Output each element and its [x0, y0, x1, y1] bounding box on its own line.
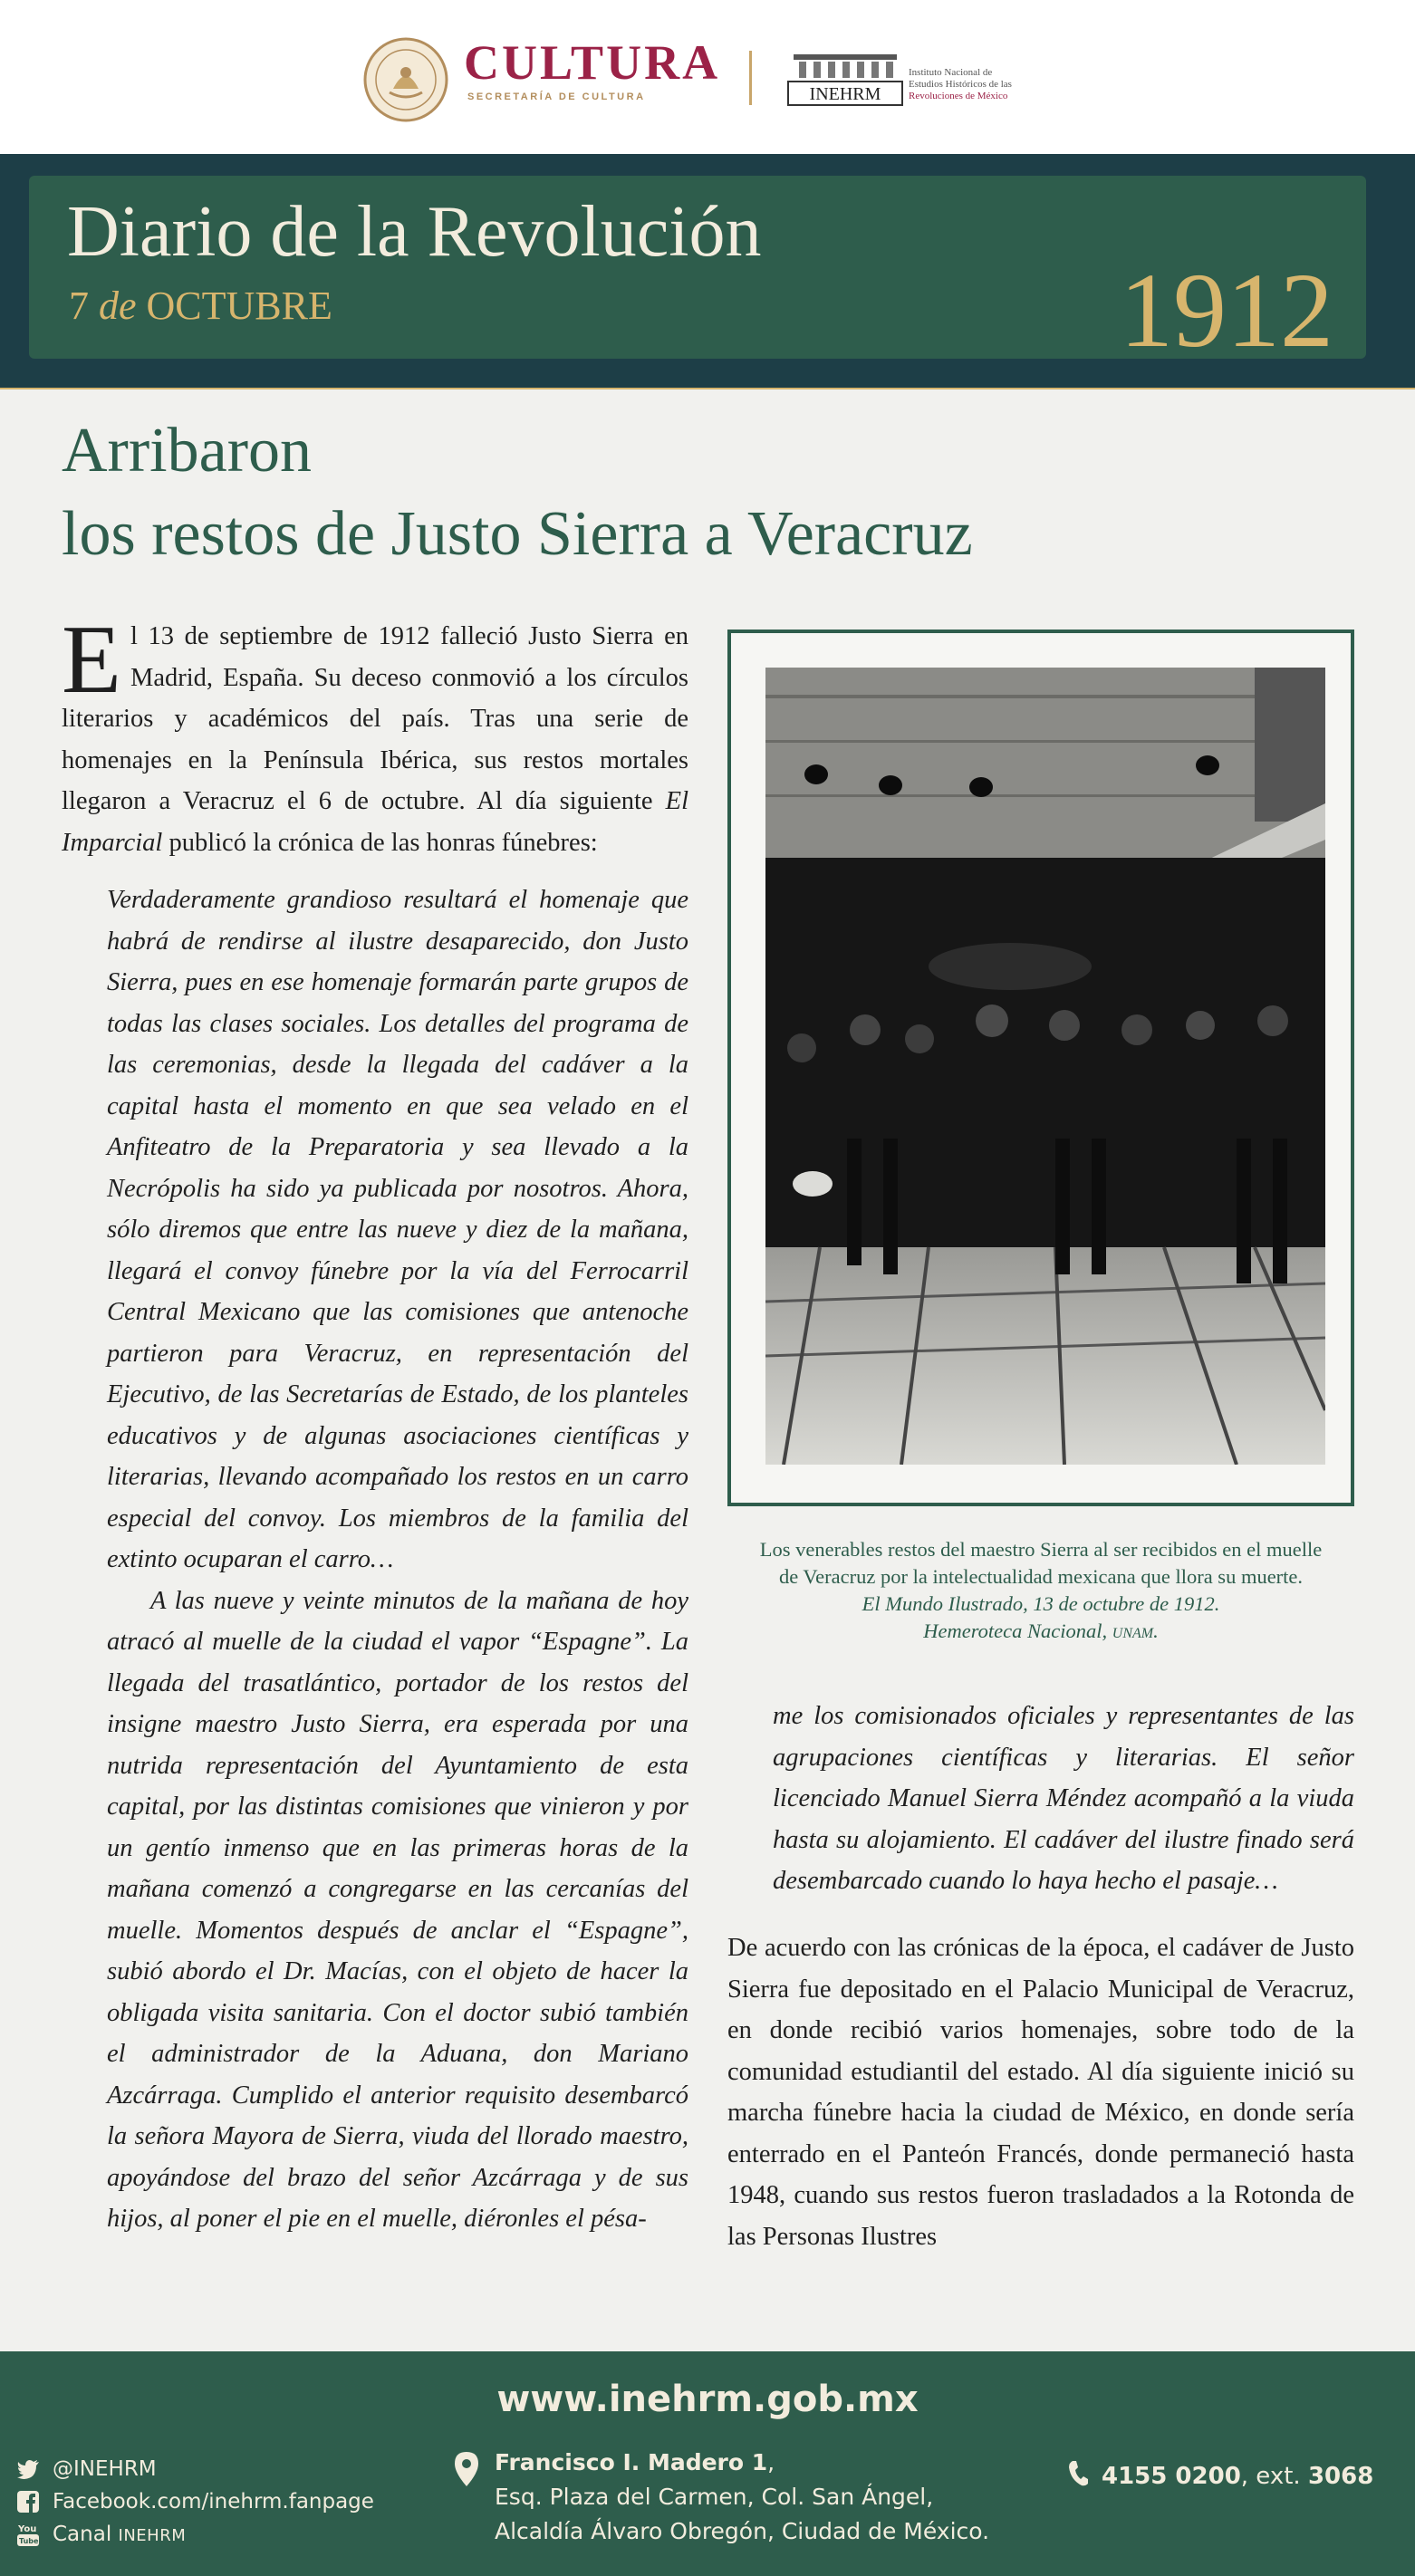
- historic-photo: [765, 668, 1325, 1465]
- cultura-logo-subtitle: SECRETARÍA DE CULTURA: [467, 91, 646, 102]
- diary-title: Diario de la Revolución: [67, 192, 762, 272]
- quote-paragraph-1: Verdaderamente grandioso resultará el homenaje que habrá de rendirse al ilustre desaparecido, don Justo Sierra, pues en ese homenaje formarán parte grupos de todas las clases sociales. Los detalles del programa de las ceremonias, desde la llegada del cadáver a la capital hasta el momento en que sea velado en el Anfiteatro de la Preparatoria y sea llevado a la Necrópolis ha sido ya publicada por nosotros. Ahora, sólo diremos que entre las nueve y diez de la mañana, llegará el convoy fúnebre por la vía del Ferrocarril Central Mexicano que las comisiones que antenoche partieron para Veracruz, en representación del Ejecutivo, de las Secretarías de Estado, de los planteles educativos y de algunas asociaciones científicas y literarias, llevando acompañado los restos en un carro especial del convoy. Los miembros de la familia del extinto ocuparan el carro…: [107, 886, 688, 1573]
- diary-header-panel: [29, 176, 1366, 370]
- website-link[interactable]: www.inehrm.gob.mx: [496, 2379, 919, 2420]
- drop-cap: E: [62, 606, 121, 714]
- article-title-line2: los restos de Justo Sierra a Veracruz: [62, 499, 973, 569]
- svg-text:INEHRM: INEHRM: [809, 84, 881, 104]
- date-de: de: [99, 284, 137, 328]
- article-intro: El 13 de septiembre de 1912 falleció Justo Sierra en Madrid, España. Su deceso conmovió a los círculos literarios y académicos del país. Tras una serie de homenajes en la Península Ibérica, sus restos mortales llegaron a Veracruz el 6 de octubre. Al día siguiente El Imparcial publicó la crónica de las honras fúnebres:: [62, 606, 688, 857]
- svg-text:You: You: [18, 2524, 37, 2534]
- article-title-line1: Arribaron: [62, 416, 313, 485]
- caption-archive: Hemeroteca Nacional, unam.: [923, 1620, 1159, 1642]
- phone-number[interactable]: 4155 0200, ext. 3068: [1067, 2460, 1373, 2490]
- caption-line-2: de Veracruz por la intelectualidad mexicana que llora su muerte.: [778, 1565, 1304, 1588]
- article-title: [62, 409, 1348, 576]
- article-closing: De acuerdo con las crónicas de la época, el cadáver de Justo Sierra fue depositado en el Palacio Municipal de Veracruz, en donde recibió varios homenajes, sobre todo de la comunidad estudiantil del estado. Al día siguiente inició su marcha fúnebre hacia la ciudad de México, en donde sería enterrado en el Panteón Francés, donde permaneció hasta 1948, cuando sus restos fueron trasladados a la Rotonda de las Personas Ilustres: [727, 1934, 1354, 2251]
- caption-source: El Mundo Ilustrado, 13 de octubre de 1912.: [862, 1592, 1220, 1615]
- logo-bar: [0, 0, 1415, 154]
- social-links: [16, 2453, 374, 2551]
- logo-divider: [749, 51, 752, 105]
- diary-date: [69, 286, 332, 326]
- header-gold-rule: [0, 388, 1415, 389]
- address-line-2: Esq. Plaza del Carmen, Col. San Ángel,: [495, 2484, 934, 2510]
- diary-year: 1912: [1120, 251, 1333, 370]
- quote-continuation: me los comisionados oficiales y representantes de las agrupaciones científicas y literarias. El señor licenciado Manuel Sierra Méndez acompañó a la viuda hasta su alojamiento. El cadáver del ilustre finado será desembarcado cuando lo haya hecho el pasaje…: [773, 1702, 1354, 1895]
- twitter-link[interactable]: @INEHRM: [16, 2453, 374, 2485]
- quote-paragraph-2: A las nueve y veinte minutos de la mañana de hoy atracó al muelle de la ciudad el vapor “Espagne”. La llegada del trasatlántico, portador de los restos del insigne maestro Justo Sierra, era esperada por una nutrida representación del Ayuntamiento de esta capital, por las distintas comisiones que vinieron y por un gentío inmenso que en las primeras horas de la mañana comenzó a congregarse en las cercanías del muelle. Momentos después de anclar el “Espagne”, subió abordo el Dr. Macías, con el objeto de hacer la obligada visita sanitaria. Con el doctor subió también el administrador de la Aduana, don Mariano Azcárraga. Cumplido el anterior requisito desembarcó la señora Mayora de Sierra, viuda del llorado maestro, apoyándose del brazo del señor Azcárraga y de sus hijos, al poner el pie en el muelle, diéronles el pésa-: [107, 1586, 688, 2233]
- photo-caption: [727, 1536, 1354, 1645]
- date-month: OCTUBRE: [146, 284, 332, 328]
- facebook-icon: [16, 2490, 40, 2514]
- address-line-3: Alcaldía Álvaro Obregón, Ciudad de México.: [495, 2518, 990, 2544]
- facebook-link[interactable]: Facebook.com/inehrm.fanpage: [16, 2485, 374, 2518]
- cultura-logo-text: CULTURA: [464, 35, 721, 90]
- diary-header: [0, 154, 1415, 388]
- date-day: 7: [69, 284, 89, 328]
- article-left-column: [62, 606, 688, 2240]
- photo-frame: [727, 630, 1354, 1506]
- phone-icon: [1067, 2460, 1089, 2487]
- inehrm-building-icon: [786, 51, 904, 107]
- national-seal-icon: [362, 36, 449, 123]
- inehrm-name: Instituto Nacional de Estudios Históricos de las Revoluciones de México: [909, 67, 1012, 101]
- youtube-icon: [16, 2522, 40, 2547]
- caption-line-1: Los venerables restos del maestro Sierra al ser recibidos en el muelle: [759, 1538, 1323, 1561]
- footer: [0, 2351, 1415, 2576]
- location-pin-icon: [453, 2451, 480, 2487]
- address-line-1: Francisco I. Madero 1,: [495, 2449, 775, 2475]
- twitter-icon: [16, 2459, 40, 2479]
- newspaper-name: El Imparcial: [62, 787, 688, 857]
- svg-text:Tube: Tube: [19, 2537, 39, 2545]
- youtube-link[interactable]: You Tube Canal INEHRM: [18, 2523, 187, 2546]
